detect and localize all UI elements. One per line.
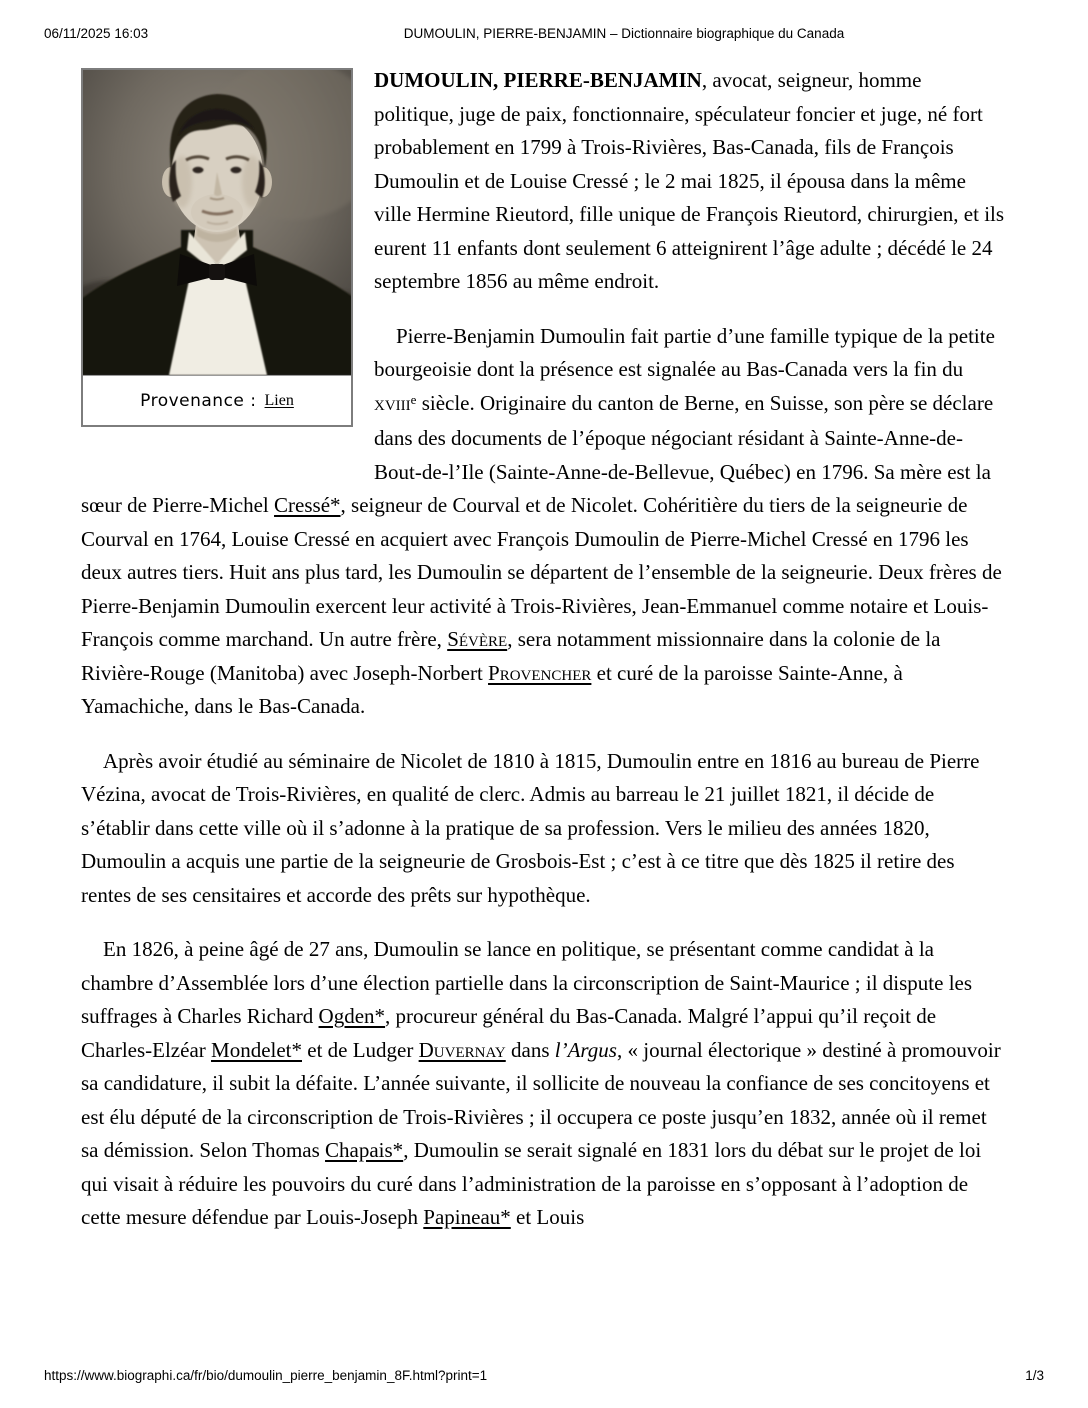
bio-link[interactable]: Ogden*: [318, 1004, 386, 1028]
bio-link[interactable]: Sévère: [447, 627, 508, 651]
print-header: [44, 26, 1044, 44]
text-segment: e: [410, 391, 417, 407]
text-segment: , seigneur de Courval et de Nicolet. Cohéritière du tiers de la seigneurie de Courval en 1764, Louise Cressé en acquiert avec François Dumoulin de Pierre-Michel Cressé en 1796 les deux autres tiers. Huit ans plus tard, les Dumoulin se départent de l’ensemble de la seigneurie. Deux frères de Pierre-Benjamin Dumoulin exercent leur activité à Trois-Rivières, Jean-Emmanuel comme notaire et Louis-François comme marchand. Un autre frère,: [81, 493, 1002, 651]
text-segment: Après avoir étudié au séminaire de Nicolet de 1810 à 1815, Dumoulin entre en 1816 au bureau de Pierre Vézina, avocat de Trois-Rivières, en qualité de clerc. Admis au barreau le 21 juillet 1821, il décide de s’établir dans cette ville où il s’adonne à la pratique de sa profession. Vers le milieu des années 1820, Dumoulin a acquis une partie de la seigneurie de Grosbois-Est ; c’est à ce titre que dès 1825 il retire des rentes de ses censitaires et accorde des prêts sur hypothèque.: [81, 748, 980, 907]
paragraph: [81, 745, 1006, 913]
text-segment: , procureur général du Bas-Canada. Malgré l’appui qu’il reçoit de Charles-Elzéar: [81, 1004, 937, 1062]
header-title: DUMOULIN, PIERRE-BENJAMIN – Dictionnaire biographique du Canada: [403, 26, 845, 41]
text-segment: , « journal électorique » destiné à promouvoir sa candidature, il subit la défaite. L’année suivante, il sollicite de nouveau la confiance de ses concitoyens et est élu député de la circonscription de Trois-Rivières ; il occupera ce poste jusqu’en 1832, année où il remet sa démission. Selon Thomas: [81, 1037, 1001, 1162]
text-segment: En 1826, à peine âgé de 27 ans, Dumoulin se lance en politique, se présentant comme candidat à la chambre d’Assemblée lors d’une élection partielle dans la circonscription de Saint-Maurice ; il dispute les suffrages à Charles Richard: [81, 937, 973, 1028]
footer-url: https://www.biographi.ca/fr/bio/dumoulin_pierre_benjamin_8F.html?print=1: [44, 1368, 488, 1383]
article: [81, 64, 1006, 1256]
text-segment: , avocat, seigneur, homme politique, juge de paix, fonctionnaire, spéculateur foncier et juge, né fort probablement en 1799 à Trois-Rivières, Bas-Canada, fils de François Dumoulin et de Louise Cressé ; le 2 mai 1825, il épousa dans la même ville Hermine Rieutord, fille unique de François Rieutord, chirurgien, et ils eurent 11 enfants dont seulement 6 atteignirent l’âge adulte ; décédé le 24 septembre 1856 au même endroit.: [374, 68, 1005, 293]
bio-link[interactable]: Mondelet*: [211, 1037, 302, 1062]
header-datetime: 06/11/2025 16:03: [44, 26, 149, 41]
portrait-image: [83, 70, 351, 375]
portrait-figure: [81, 68, 353, 427]
text-segment: et curé de la paroisse Sainte-Anne, à Yamachiche, dans le Bas-Canada.: [81, 660, 903, 718]
text-segment: et de Ludger: [302, 1037, 419, 1062]
footer-page-number: 1/3: [1025, 1368, 1044, 1383]
text-segment: et Louis: [510, 1205, 585, 1229]
text-segment: , Dumoulin se serait signalé en 1831 lors du débat sur le projet de loi qui visait à réduire les pouvoirs du curé dans l’administration de la paroisse en s’opposant à l’adoption de cette mesure défendue par Louis-Joseph: [81, 1138, 982, 1229]
text-segment: siècle. Originaire du canton de Berne, en Suisse, son père se déclare dans des documents de l’époque négociant résidant à Sainte-Anne-de-Bout-de-l’Ile (Sainte-Anne-de-Bellevue, Québec) en 1796. Sa mère est la sœur de Pierre-Michel: [81, 390, 994, 517]
bio-link[interactable]: Cressé*: [274, 493, 341, 517]
text-segment: l’Argus: [554, 1037, 617, 1062]
portrait-photo: [83, 70, 351, 375]
bio-link[interactable]: Provencher: [488, 660, 592, 685]
portrait-caption: [83, 375, 351, 425]
bio-link[interactable]: Papineau*: [423, 1205, 511, 1229]
print-footer: [44, 1368, 1044, 1386]
bio-link[interactable]: Chapais*: [325, 1138, 404, 1162]
provenance-label: Provenance :: [140, 390, 257, 411]
text-segment: dans: [505, 1037, 555, 1062]
text-segment: DUMOULIN, PIERRE-BENJAMIN: [374, 68, 702, 92]
text-segment: , sera notamment missionnaire dans la colonie de la Rivière-Rouge (Manitoba) avec Joseph-Norbert: [81, 627, 941, 685]
bio-link[interactable]: Duvernay: [418, 1037, 506, 1062]
text-segment: xviii: [374, 390, 411, 415]
paragraph: [81, 933, 1006, 1235]
text-segment: Pierre-Benjamin Dumoulin fait partie d’une famille typique de la petite bourgeoisie dont la présence est signalée au Bas-Canada vers la fin du: [374, 323, 995, 381]
provenance-link[interactable]: Lien: [264, 391, 294, 409]
